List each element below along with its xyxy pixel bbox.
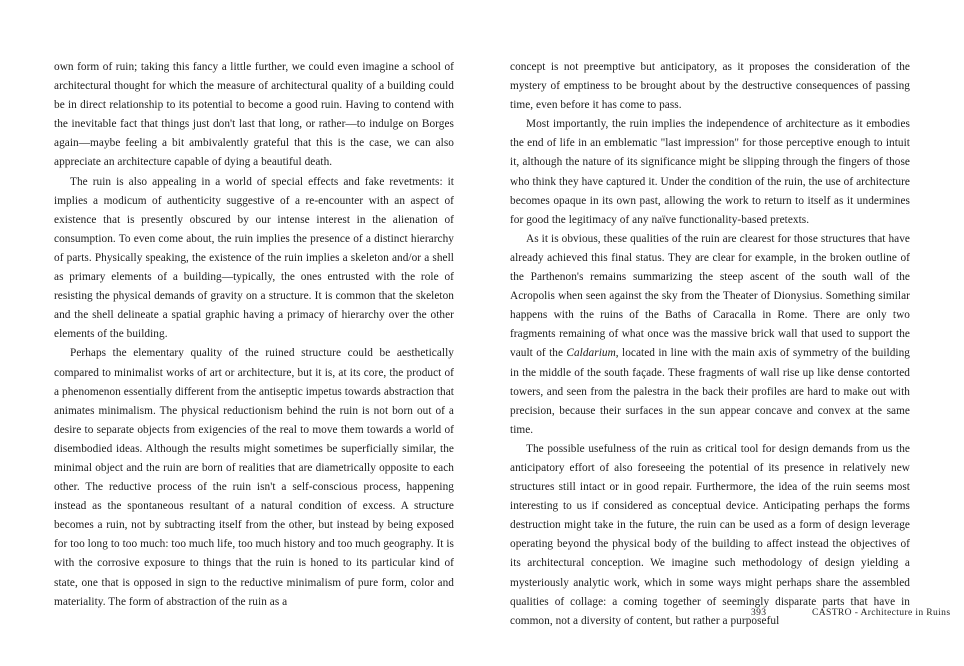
paragraph: Perhaps the elementary quality of the ruined structure could be aesthetically compared to minimalist works of art or architecture, but it is, at its core, the product of a phenomenon essentially different from the antiseptic impetus towards abstraction that animates minimalism. The physical reductionism behind the ruin is not born out of a desire to separate objects from exigencies of the real to move them towards a world of disembodied ideas. Although the results might sometimes be superficially similar, the minimal object and the ruin are born of realities that are diametrically opposite to each other. The reductive process of the ruin isn't a self-conscious process, happening instead as the spontaneous resultant of a natural condition of excess. A structure becomes a ruin, not by subtracting itself from the other, but instead by being exposed for too long to too much: too much life, too much history and too much geography. It is with the corrosive exposure to things that the ruin is honed to its particular kind of state, one that is opposed in sign to the reductive minimalism of pure form, color and materiality. The form of abstraction of the ruin as a <box>54 347 454 608</box>
left-column <box>54 58 454 631</box>
paragraph: concept is not preemptive but anticipatory, as it proposes the consideration of the mystery of emptiness to be brought about by the destructive consequences of passing time, even before it has come to pass. <box>510 61 910 112</box>
paragraph: Most importantly, the ruin implies the independence of architecture as it embodies the end of life in an emblematic "last impression" for those perceptive enough to intuit it, although the nature of its significance might be slipping through the fingers of those who think they have captured it. Under the condition of the ruin, the use of architecture becomes opaque in its own past, allowing the work to return to itself as it undermines for good the legitimacy of any naïve functionality-based pretexts. <box>510 118 910 226</box>
page-footer <box>54 607 951 621</box>
page-number: 393 <box>751 607 767 618</box>
paragraph: The ruin is also appealing in a world of special effects and fake revetments: it implies a modicum of authenticity suggestive of a re-encounter with an aspect of existence that is presently obscured by our intense interest in the alienation of consumption. To even come about, the ruin implies the presence of a distinct hierarchy of parts. Physically speaking, the existence of the ruin implies a skeleton and/or a shell as primary elements of a building—typically, the ones entrusted with the role of resisting the physical demands of gravity on a structure. It is common that the skeleton and the shell delineate a spatial graphic having a primacy of hierarchy over the other elements of the building. <box>54 175 454 341</box>
paragraph: The possible usefulness of the ruin as critical tool for design demands from us the anticipatory effort of also foreseeing the potential of its presence in relatively new structures still intact or in good repair. Furthermore, the idea of the ruin seems most interesting to us if considered as conceptual device. Anticipating perhaps the forms destruction might take in the future, the ruin can be used as a form of design leverage operating beyond the physical body of the building to affect instead the objectives of its architectural conception. We imagine such methodology of design yielding a mysteriously analytic work, which in some ways might perhaps share the assembled qualities of collage: a coming together of seemingly disparate parts that have in common, not a diversity of content, but rather a purposeful <box>510 442 910 627</box>
paragraph: own form of ruin; taking this fancy a little further, we could even imagine a school of architectural thought for which the measure of architectural quality of a building could be in direct relationship to its potential to become a good ruin. Having to contend with the inevitable fact that things just don't last that long, or rather—to indulge on Borges again—maybe feeling a bit ambivalently grateful that this is the case, we can also appreciate an architecture capable of dying a beautiful death. <box>54 61 454 169</box>
running-head: CASTRO - Architecture in Ruins <box>812 607 951 618</box>
right-column <box>510 58 910 631</box>
text-columns <box>54 58 910 631</box>
paragraph: As it is obvious, these qualities of the ruin are clearest for those structures that have already achieved this final status. They are clear for example, in the broken outline of the Parthenon's remains summarizing the steep ascent of the south wall of the Acropolis when seen against the sky from the Theater of Dionysius. Something similar happens with the ruins of the Baths of Caracalla in Rome. There are only two fragments remaining of what once was the massive brick wall that used to support the vault of the Caldarium, located in line with the main axis of symmetry of the building in the middle of the south façade. These fragments of wall rise up like dense contorted towers, and seen from the palestra in the back their profiles are hard to make out with precision, because their surfaces in the sun appear concave and convex at the same time. <box>510 232 910 436</box>
